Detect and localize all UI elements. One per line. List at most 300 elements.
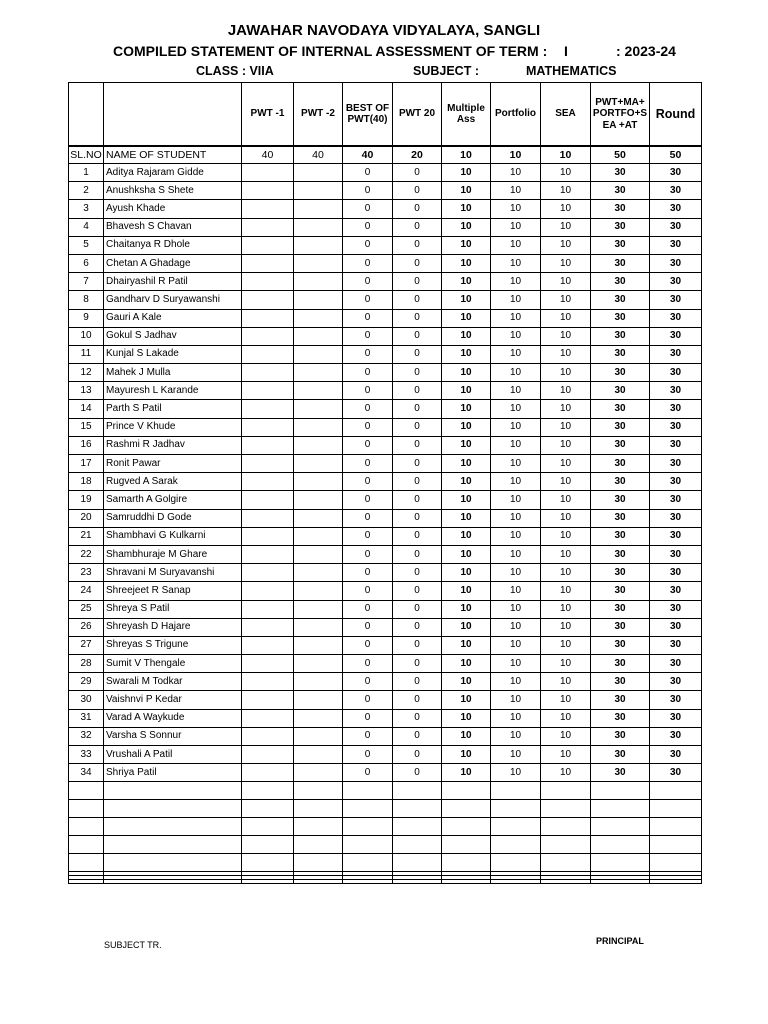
student-row (69, 764, 702, 782)
column-header: PWT 20 (393, 83, 442, 147)
empty-cell (242, 782, 294, 800)
sl-no-cell: 11 (69, 345, 104, 363)
sea-cell: 10 (541, 455, 591, 473)
student-name-cell: Rugved A Sarak (104, 473, 242, 491)
total-cell: 30 (591, 709, 650, 727)
best-of-pwt-cell: 0 (343, 491, 393, 509)
total-cell: 30 (591, 436, 650, 454)
empty-cell (104, 836, 242, 854)
sea-cell: 10 (541, 655, 591, 673)
pwt20-cell: 0 (393, 218, 442, 236)
best-of-pwt-cell: 0 (343, 727, 393, 745)
round-cell: 30 (650, 164, 702, 182)
pwt20-cell: 0 (393, 618, 442, 636)
multiple-assessment-cell: 10 (442, 273, 491, 291)
pwt2-cell (294, 200, 343, 218)
pwt1-cell (242, 218, 294, 236)
multiple-assessment-cell: 10 (442, 709, 491, 727)
portfolio-cell: 10 (491, 182, 541, 200)
student-row (69, 582, 702, 600)
portfolio-cell: 10 (491, 655, 541, 673)
multiple-assessment-cell: 10 (442, 436, 491, 454)
total-cell: 30 (591, 509, 650, 527)
multiple-assessment-cell: 10 (442, 164, 491, 182)
portfolio-cell: 10 (491, 254, 541, 272)
student-name-cell: Bhavesh S Chavan (104, 218, 242, 236)
pwt1-cell (242, 200, 294, 218)
total-cell: 30 (591, 218, 650, 236)
best-of-pwt-cell: 0 (343, 364, 393, 382)
student-row (69, 473, 702, 491)
best-of-pwt-cell: 0 (343, 764, 393, 782)
empty-cell (650, 880, 702, 884)
multiple-assessment-cell: 10 (442, 655, 491, 673)
round-cell: 30 (650, 727, 702, 745)
empty-cell (343, 880, 393, 884)
sl-no-cell: 28 (69, 655, 104, 673)
empty-cell (393, 800, 442, 818)
portfolio-cell: 10 (491, 327, 541, 345)
column-header: Multiple Ass (442, 83, 491, 147)
round-cell: 30 (650, 764, 702, 782)
pwt1-cell (242, 182, 294, 200)
pwt2-cell (294, 182, 343, 200)
sea-cell: 10 (541, 200, 591, 218)
sea-cell: 10 (541, 764, 591, 782)
portfolio-cell: 10 (491, 345, 541, 363)
multiple-assessment-cell: 10 (442, 382, 491, 400)
sea-cell: 10 (541, 673, 591, 691)
portfolio-cell: 10 (491, 673, 541, 691)
student-name-cell: Samruddhi D Gode (104, 509, 242, 527)
empty-cell (343, 782, 393, 800)
best-of-pwt-cell: 0 (343, 254, 393, 272)
empty-cell (242, 854, 294, 872)
student-row (69, 691, 702, 709)
round-cell: 30 (650, 491, 702, 509)
student-row (69, 709, 702, 727)
round-cell: 30 (650, 273, 702, 291)
best-of-pwt-cell: 0 (343, 564, 393, 582)
total-cell: 30 (591, 364, 650, 382)
total-cell: 30 (591, 382, 650, 400)
sea-cell: 10 (541, 473, 591, 491)
round-cell: 30 (650, 618, 702, 636)
round-cell: 30 (650, 436, 702, 454)
empty-row (69, 818, 702, 836)
portfolio-cell: 10 (491, 200, 541, 218)
student-name-cell: Shambhuraje M Ghare (104, 545, 242, 563)
max-pwt20: 20 (393, 146, 442, 164)
pwt20-cell: 0 (393, 746, 442, 764)
total-cell: 30 (591, 291, 650, 309)
pwt20-cell: 0 (393, 709, 442, 727)
round-cell: 30 (650, 527, 702, 545)
empty-cell (242, 880, 294, 884)
student-name-cell: Vrushali A Patil (104, 746, 242, 764)
total-cell: 30 (591, 455, 650, 473)
pwt1-cell (242, 436, 294, 454)
sl-no-cell: 13 (69, 382, 104, 400)
sea-cell: 10 (541, 400, 591, 418)
total-cell: 30 (591, 473, 650, 491)
portfolio-cell: 10 (491, 236, 541, 254)
empty-cell (104, 854, 242, 872)
column-header: PWT -2 (294, 83, 343, 147)
empty-cell (491, 836, 541, 854)
empty-cell (650, 836, 702, 854)
portfolio-cell: 10 (491, 382, 541, 400)
pwt2-cell (294, 455, 343, 473)
empty-cell (541, 818, 591, 836)
student-row (69, 600, 702, 618)
pwt1-cell (242, 273, 294, 291)
empty-cell (393, 880, 442, 884)
pwt2-cell (294, 746, 343, 764)
best-of-pwt-cell: 0 (343, 691, 393, 709)
column-header: BEST OF PWT(40) (343, 83, 393, 147)
student-row (69, 527, 702, 545)
sea-cell: 10 (541, 746, 591, 764)
portfolio-cell: 10 (491, 164, 541, 182)
pwt2-cell (294, 764, 343, 782)
portfolio-cell: 10 (491, 364, 541, 382)
pwt20-cell: 0 (393, 254, 442, 272)
best-of-pwt-cell: 0 (343, 655, 393, 673)
pwt1-cell (242, 764, 294, 782)
portfolio-cell: 10 (491, 527, 541, 545)
student-name-cell: Chaitanya R Dhole (104, 236, 242, 254)
empty-cell (591, 800, 650, 818)
pwt2-cell (294, 727, 343, 745)
pwt2-cell (294, 545, 343, 563)
student-row (69, 200, 702, 218)
pwt1-cell (242, 491, 294, 509)
pwt20-cell: 0 (393, 400, 442, 418)
sl-no-cell: 8 (69, 291, 104, 309)
pwt2-cell (294, 473, 343, 491)
pwt1-cell (242, 545, 294, 563)
max-portfolio: 10 (491, 146, 541, 164)
portfolio-cell: 10 (491, 309, 541, 327)
total-cell: 30 (591, 691, 650, 709)
best-of-pwt-cell: 0 (343, 509, 393, 527)
pwt2-cell (294, 164, 343, 182)
multiple-assessment-cell: 10 (442, 618, 491, 636)
empty-cell (294, 880, 343, 884)
best-of-pwt-cell: 0 (343, 236, 393, 254)
total-cell: 30 (591, 673, 650, 691)
empty-row (69, 854, 702, 872)
empty-cell (541, 782, 591, 800)
pwt20-cell: 0 (393, 527, 442, 545)
pwt2-cell (294, 582, 343, 600)
pwt2-cell (294, 345, 343, 363)
sl-no-cell: 3 (69, 200, 104, 218)
empty-cell (294, 854, 343, 872)
empty-cell (491, 854, 541, 872)
pwt2-cell (294, 655, 343, 673)
student-row (69, 564, 702, 582)
portfolio-cell: 10 (491, 273, 541, 291)
sea-cell: 10 (541, 636, 591, 654)
empty-row (69, 800, 702, 818)
round-cell: 30 (650, 600, 702, 618)
round-cell: 30 (650, 382, 702, 400)
pwt20-cell: 0 (393, 164, 442, 182)
student-name-cell: Aditya Rajaram Gidde (104, 164, 242, 182)
student-name-cell: Gandharv D Suryawanshi (104, 291, 242, 309)
student-name-cell: Ronit Pawar (104, 455, 242, 473)
pwt20-cell: 0 (393, 764, 442, 782)
empty-cell (104, 782, 242, 800)
student-name-cell: Shravani M Suryavanshi (104, 564, 242, 582)
column-header: PWT -1 (242, 83, 294, 147)
column-header: Portfolio (491, 83, 541, 147)
multiple-assessment-cell: 10 (442, 600, 491, 618)
max-round: 50 (650, 146, 702, 164)
student-row (69, 164, 702, 182)
pwt1-cell (242, 746, 294, 764)
best-of-pwt-cell: 0 (343, 473, 393, 491)
student-name-cell: Shreyas S Trigune (104, 636, 242, 654)
round-cell: 30 (650, 655, 702, 673)
statement-subtitle: COMPILED STATEMENT OF INTERNAL ASSESSMENT OF TERM : (113, 43, 548, 59)
multiple-assessment-cell: 10 (442, 291, 491, 309)
pwt20-cell: 0 (393, 582, 442, 600)
sl-no-cell: 17 (69, 455, 104, 473)
column-header (104, 83, 242, 147)
student-name-cell: Chetan A Ghadage (104, 254, 242, 272)
subject-value: MATHEMATICS (526, 64, 617, 78)
sl-no-cell: 18 (69, 473, 104, 491)
total-cell: 30 (591, 582, 650, 600)
best-of-pwt-cell: 0 (343, 436, 393, 454)
student-name-cell: Kunjal S Lakade (104, 345, 242, 363)
total-cell: 30 (591, 164, 650, 182)
max-sea: 10 (541, 146, 591, 164)
max-pwt2: 40 (294, 146, 343, 164)
multiple-assessment-cell: 10 (442, 345, 491, 363)
sl-no-cell: 12 (69, 364, 104, 382)
round-cell: 30 (650, 291, 702, 309)
total-cell: 30 (591, 182, 650, 200)
empty-cell (343, 836, 393, 854)
portfolio-cell: 10 (491, 418, 541, 436)
pwt20-cell: 0 (393, 309, 442, 327)
empty-cell (541, 800, 591, 818)
empty-cell (442, 854, 491, 872)
pwt1-cell (242, 382, 294, 400)
best-of-pwt-cell: 0 (343, 636, 393, 654)
student-row (69, 545, 702, 563)
column-header: PWT+MA+ PORTFO+S EA +AT (591, 83, 650, 147)
sl-no-cell: 9 (69, 309, 104, 327)
empty-cell (69, 818, 104, 836)
round-cell: 30 (650, 673, 702, 691)
pwt20-cell: 0 (393, 600, 442, 618)
empty-cell (343, 854, 393, 872)
pwt1-cell (242, 345, 294, 363)
empty-cell (541, 880, 591, 884)
student-name-cell: Rashmi R Jadhav (104, 436, 242, 454)
best-of-pwt-cell: 0 (343, 200, 393, 218)
pwt2-cell (294, 509, 343, 527)
empty-cell (591, 782, 650, 800)
sea-cell: 10 (541, 236, 591, 254)
student-row (69, 436, 702, 454)
empty-cell (541, 854, 591, 872)
total-cell: 30 (591, 273, 650, 291)
pwt20-cell: 0 (393, 673, 442, 691)
round-cell: 30 (650, 509, 702, 527)
sea-cell: 10 (541, 327, 591, 345)
pwt20-cell: 0 (393, 727, 442, 745)
pwt2-cell (294, 564, 343, 582)
student-name-cell: Parth S Patil (104, 400, 242, 418)
pwt20-cell: 0 (393, 327, 442, 345)
page-title: JAWAHAR NAVODAYA VIDYALAYA, SANGLI (227, 22, 541, 39)
round-cell: 30 (650, 182, 702, 200)
multiple-assessment-cell: 10 (442, 455, 491, 473)
empty-cell (491, 800, 541, 818)
sea-cell: 10 (541, 691, 591, 709)
multiple-assessment-cell: 10 (442, 254, 491, 272)
empty-cell (541, 836, 591, 854)
empty-cell (491, 818, 541, 836)
pwt2-cell (294, 527, 343, 545)
empty-row (69, 782, 702, 800)
student-name-cell: Mayuresh L Karande (104, 382, 242, 400)
sl-no-cell: 2 (69, 182, 104, 200)
total-cell: 30 (591, 327, 650, 345)
sea-cell: 10 (541, 164, 591, 182)
pwt2-cell (294, 618, 343, 636)
round-cell: 30 (650, 200, 702, 218)
empty-cell (242, 800, 294, 818)
pwt1-cell (242, 364, 294, 382)
student-row (69, 509, 702, 527)
pwt2-cell (294, 327, 343, 345)
empty-cell (393, 818, 442, 836)
sl-no-cell: 22 (69, 545, 104, 563)
pwt1-cell (242, 236, 294, 254)
multiple-assessment-cell: 10 (442, 400, 491, 418)
round-cell: 30 (650, 545, 702, 563)
pwt20-cell: 0 (393, 291, 442, 309)
student-row (69, 218, 702, 236)
pwt2-cell (294, 436, 343, 454)
best-of-pwt-cell: 0 (343, 164, 393, 182)
pwt2-cell (294, 236, 343, 254)
multiple-assessment-cell: 10 (442, 364, 491, 382)
sl-no-header: SL.NO (69, 146, 104, 164)
sea-cell: 10 (541, 727, 591, 745)
student-name-cell: Swarali M Todkar (104, 673, 242, 691)
empty-cell (442, 836, 491, 854)
student-name-cell: Shriya Patil (104, 764, 242, 782)
total-cell: 30 (591, 400, 650, 418)
sea-cell: 10 (541, 436, 591, 454)
sea-cell: 10 (541, 709, 591, 727)
pwt1-cell (242, 509, 294, 527)
round-cell: 30 (650, 709, 702, 727)
portfolio-cell: 10 (491, 709, 541, 727)
multiple-assessment-cell: 10 (442, 218, 491, 236)
empty-cell (294, 836, 343, 854)
sea-cell: 10 (541, 600, 591, 618)
portfolio-cell: 10 (491, 455, 541, 473)
round-cell: 30 (650, 691, 702, 709)
portfolio-cell: 10 (491, 636, 541, 654)
max-best: 40 (343, 146, 393, 164)
best-of-pwt-cell: 0 (343, 545, 393, 563)
pwt1-cell (242, 618, 294, 636)
pwt2-cell (294, 382, 343, 400)
multiple-assessment-cell: 10 (442, 691, 491, 709)
sl-no-cell: 6 (69, 254, 104, 272)
pwt2-cell (294, 218, 343, 236)
column-header-row (69, 83, 702, 147)
pwt1-cell (242, 691, 294, 709)
portfolio-cell: 10 (491, 691, 541, 709)
max-total: 50 (591, 146, 650, 164)
best-of-pwt-cell: 0 (343, 527, 393, 545)
pwt1-cell (242, 327, 294, 345)
empty-cell (69, 880, 104, 884)
student-name-cell: Ayush Khade (104, 200, 242, 218)
best-of-pwt-cell: 0 (343, 182, 393, 200)
empty-cell (591, 818, 650, 836)
best-of-pwt-cell: 0 (343, 291, 393, 309)
total-cell: 30 (591, 746, 650, 764)
best-of-pwt-cell: 0 (343, 218, 393, 236)
student-row (69, 345, 702, 363)
sl-no-cell: 25 (69, 600, 104, 618)
sea-cell: 10 (541, 618, 591, 636)
empty-cell (242, 818, 294, 836)
sea-cell: 10 (541, 345, 591, 363)
best-of-pwt-cell: 0 (343, 345, 393, 363)
pwt20-cell: 0 (393, 236, 442, 254)
empty-cell (442, 818, 491, 836)
sl-no-cell: 7 (69, 273, 104, 291)
pwt2-cell (294, 291, 343, 309)
student-row (69, 182, 702, 200)
sea-cell: 10 (541, 291, 591, 309)
pwt2-cell (294, 491, 343, 509)
best-of-pwt-cell: 0 (343, 455, 393, 473)
round-cell: 30 (650, 236, 702, 254)
empty-cell (442, 800, 491, 818)
sea-cell: 10 (541, 254, 591, 272)
portfolio-cell: 10 (491, 564, 541, 582)
sl-no-cell: 24 (69, 582, 104, 600)
student-name-cell: Vaishnvi P Kedar (104, 691, 242, 709)
sl-no-cell: 30 (69, 691, 104, 709)
student-name-cell: Samarth A Golgire (104, 491, 242, 509)
pwt2-cell (294, 418, 343, 436)
total-cell: 30 (591, 545, 650, 563)
round-cell: 30 (650, 582, 702, 600)
sea-cell: 10 (541, 491, 591, 509)
best-of-pwt-cell: 0 (343, 673, 393, 691)
empty-cell (591, 880, 650, 884)
empty-cell (442, 880, 491, 884)
sea-cell: 10 (541, 527, 591, 545)
sea-cell: 10 (541, 364, 591, 382)
multiple-assessment-cell: 10 (442, 309, 491, 327)
